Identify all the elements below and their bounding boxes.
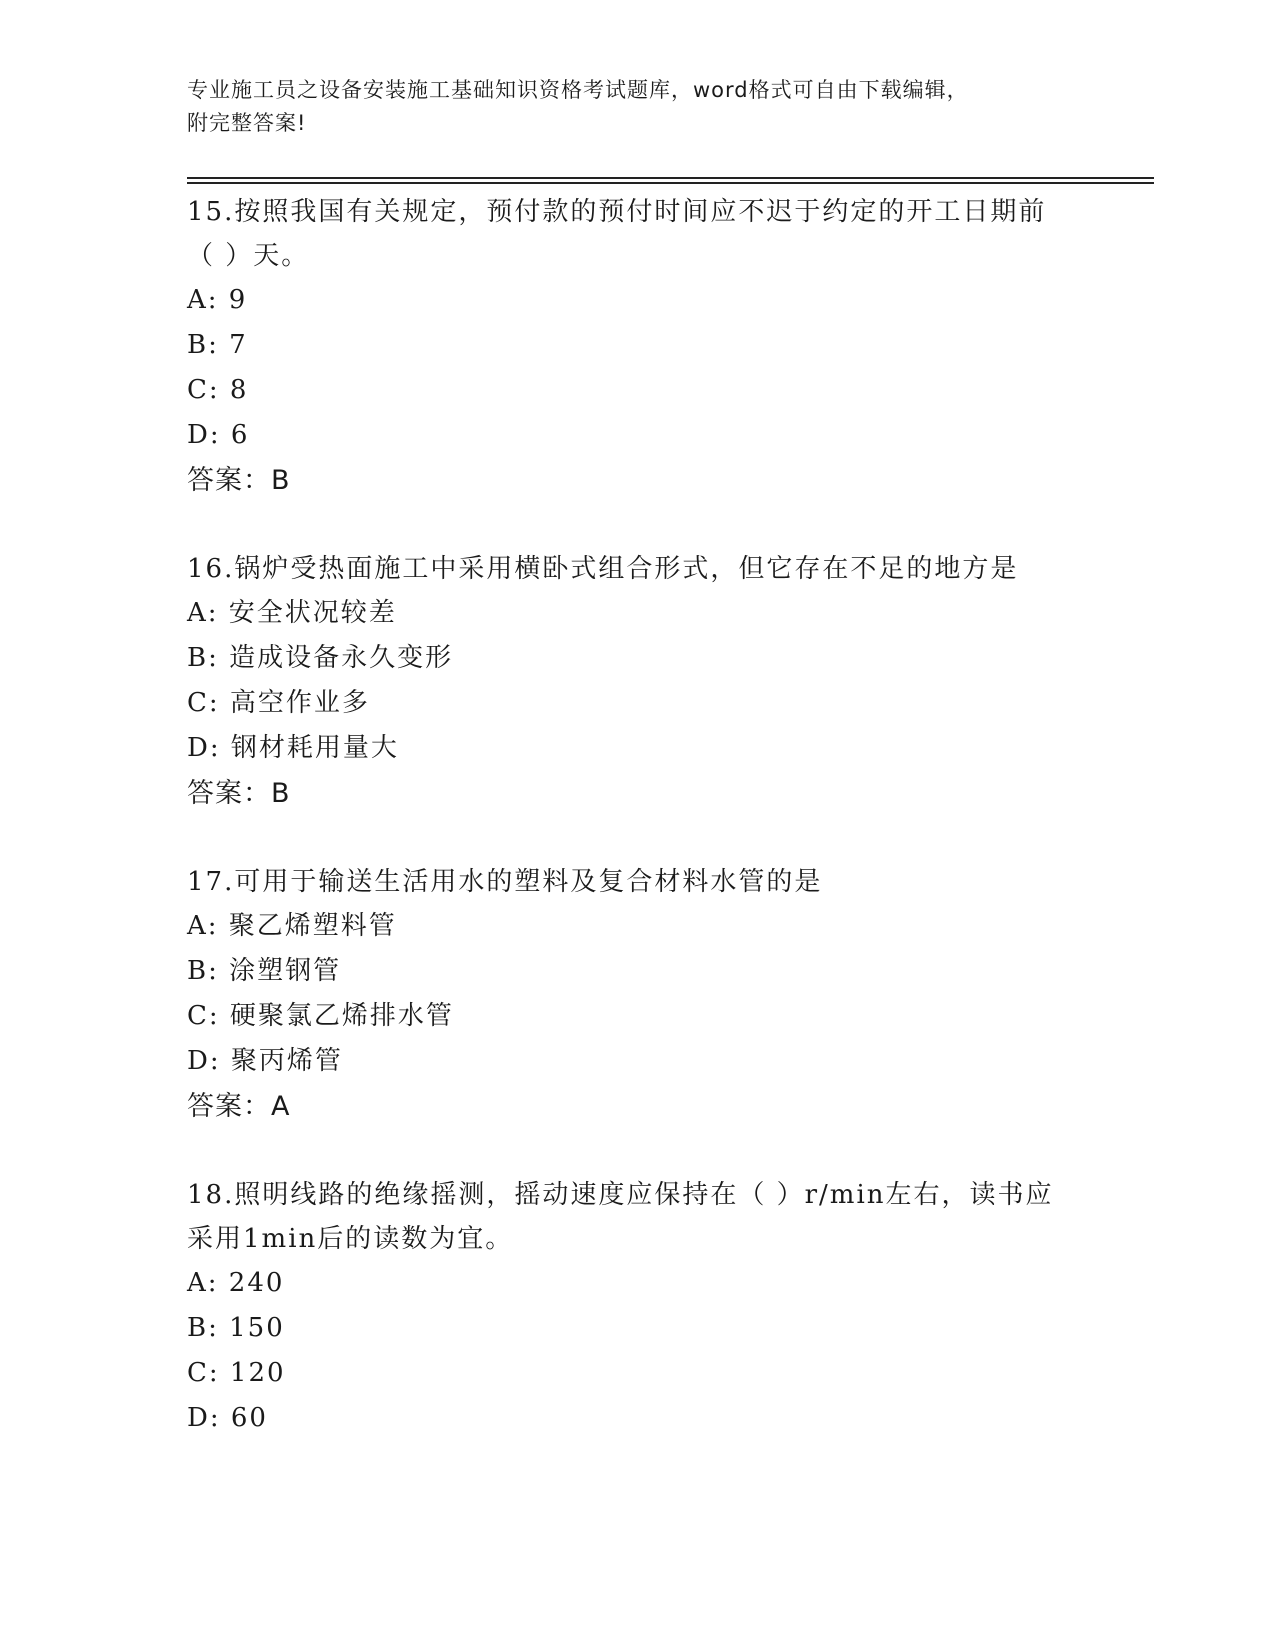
option-c: C: 硬聚氯乙烯排水管 [187,1001,454,1031]
option-a: A: 安全状况较差 [187,598,397,628]
question-18 [187,1173,1087,1441]
question-16 [187,547,1087,817]
question-text: 15.按照我国有关规定，预付款的预付时间应不迟于约定的开工日期前 [187,197,1047,227]
option-d: D: 钢材耗用量大 [187,733,399,763]
option-b: B: 造成设备永久变形 [187,643,454,673]
option-a: A: 聚乙烯塑料管 [187,911,397,941]
question-text: 17.可用于输送生活用水的塑料及复合材料水管的是 [187,867,823,897]
question-text-continued: 采用1min后的读数为宜。 [187,1224,514,1254]
document-header [187,74,1067,140]
header-divider-bottom [187,182,1154,184]
answer-line: 答案：B [187,778,291,809]
question-text: 16.锅炉受热面施工中采用横卧式组合形式，但它存在不足的地方是 [187,554,1019,584]
option-c: C: 120 [187,1358,286,1388]
option-d: D: 6 [187,420,250,450]
question-text-continued: （ ）天。 [187,241,310,271]
header-divider-top [187,177,1154,179]
answer-line: 答案：A [187,1091,291,1122]
option-d: D: 聚丙烯管 [187,1046,343,1076]
header-line-2: 附完整答案! [187,111,307,135]
option-b: B: 7 [187,330,248,360]
option-a: A: 240 [187,1268,285,1298]
option-a: A: 9 [187,285,248,315]
question-15 [187,190,1087,504]
option-b: B: 涂塑钢管 [187,956,342,986]
question-list [187,190,1087,1484]
question-text: 18.照明线路的绝缘摇测，摇动速度应保持在（ ）r/min左右，读书应 [187,1180,1054,1210]
option-c: C: 8 [187,375,249,405]
option-c: C: 高空作业多 [187,688,370,718]
question-17 [187,860,1087,1130]
header-line-1: 专业施工员之设备安装施工基础知识资格考试题库，word格式可自由下载编辑， [187,78,969,102]
answer-line: 答案：B [187,465,291,496]
option-d: D: 60 [187,1403,268,1433]
option-b: B: 150 [187,1313,285,1343]
